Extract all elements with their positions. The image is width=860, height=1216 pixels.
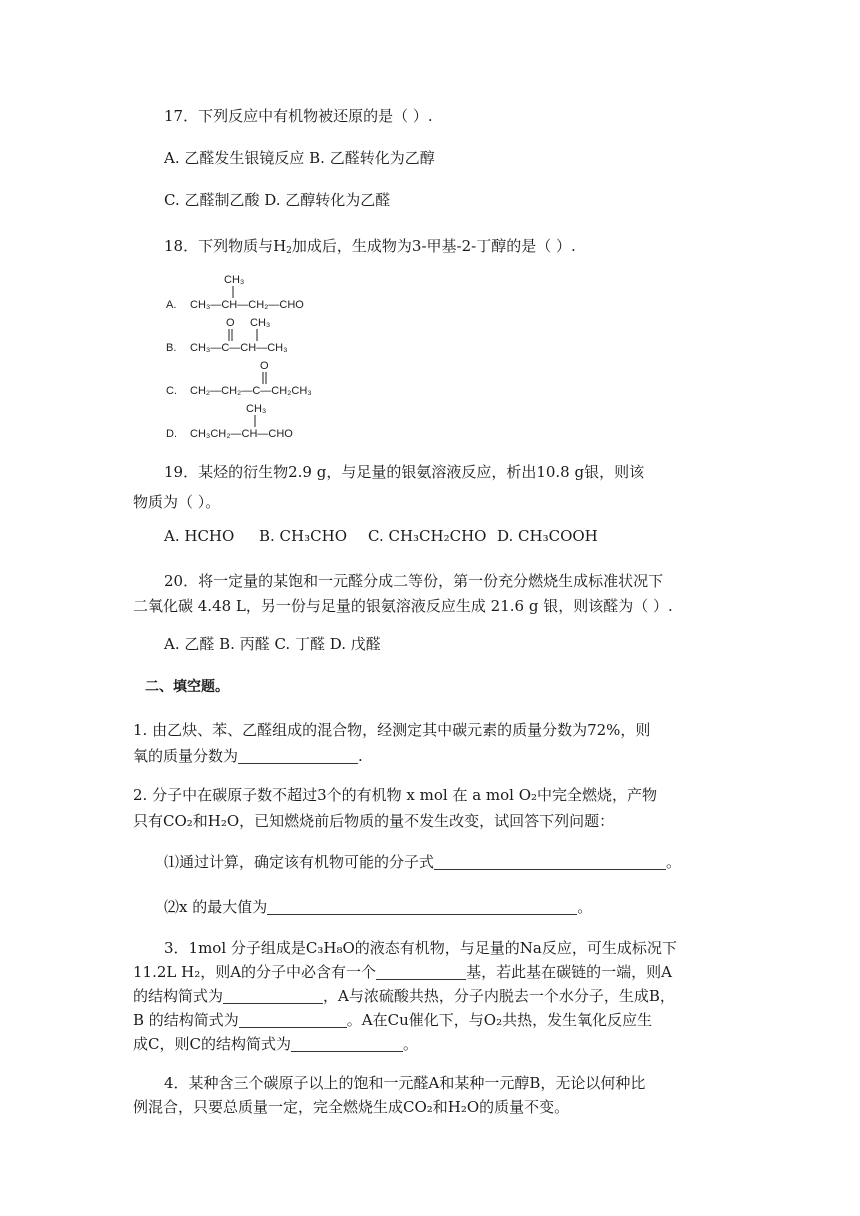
struct-b-label: B. — [166, 342, 177, 354]
q17-stem: 17．下列反应中有机物被还原的是（ ）. — [164, 107, 433, 125]
struct-a-branch: CH₃ — [224, 274, 245, 286]
struct-a-label: A. — [166, 299, 177, 311]
fill3-line-3: 的结构简式为 ，A与浓硫酸共热，分子内脱去一个水分子，生成B， — [133, 987, 675, 1005]
q17-options-cd: C. 乙醛制乙酸 D. 乙醇转化为乙醛 — [164, 191, 391, 209]
fill4-line-2: 例混合，只要总质量一定，完全燃烧生成CO₂和H₂O的质量不变。 — [133, 1098, 570, 1116]
fill2-formula-blank[interactable] — [434, 855, 666, 870]
fill3-line-1: 3．1mol 分子组成是C₃H₈O的液态有机物，与足量的Na反应，可生成标况下 — [164, 939, 677, 957]
q19-line-1: 19．某烃的衍生物2.9 g，与足量的银氨溶液反应，析出10.8 g银，则该 — [164, 463, 645, 481]
fill3-group-blank[interactable] — [376, 965, 466, 980]
fill4-line-1: 4．某种含三个碳原子以上的饱和一元醛A和某种一元醇B，无论以何种比 — [164, 1074, 646, 1092]
q17-options-ab: A. 乙醛发生银镜反应 B. 乙醛转化为乙醇 — [164, 149, 435, 167]
struct-d-label: D. — [166, 428, 177, 440]
fill1-answer-blank[interactable] — [238, 749, 358, 764]
struct-a-chain: CH₃—CH—CH₂—CHO — [190, 299, 304, 311]
q20-line-1: 20．将一定量的某饱和一元醛分成二等份，第一份充分燃烧生成标准状况下 — [164, 572, 664, 590]
fill1-line-2: 氧的质量分数为 . — [133, 747, 363, 765]
fill1-line-1: 1. 由乙炔、苯、乙醛组成的混合物，经测定其中碳元素的质量分数为72%，则 — [133, 721, 651, 739]
q20-options: A. 乙醛 B. 丙醛 C. 丁醛 D. 戊醛 — [164, 635, 381, 653]
fill2-line-1: 2. 分子中在碳原子数不超过3个的有机物 x mol 在 a mol O₂中完全燃烧，产物 — [133, 786, 658, 804]
q19-line-2: 物质为（ ）。 — [133, 493, 221, 511]
struct-b-oxygen: O — [226, 317, 235, 329]
q19-option-a: A. HCHO — [164, 527, 235, 545]
struct-d-chain: CH₃CH₂—CH—CHO — [190, 428, 293, 440]
fill3-c-structure-blank[interactable] — [291, 1037, 403, 1052]
fill3-line-2: 11.2L H₂，则A的分子中必含有一个 基，若此基在碳链的一端，则A — [133, 963, 672, 981]
fill3-line-5: 成C，则C的结构简式为 。 — [133, 1035, 418, 1053]
q18-structure-options — [164, 268, 354, 446]
struct-b-branch: CH₃ — [250, 317, 271, 329]
fill2-max-x-blank[interactable] — [267, 900, 577, 915]
fill2-sub-1: ⑴通过计算，确定该有机物可能的分子式 。 — [164, 853, 682, 871]
struct-c-chain: CH₂—CH₂—C—CH₂CH₃ — [190, 385, 312, 397]
fill3-line-4: B 的结构简式为 。A在Cu催化下，与O₂共热，发生氧化反应生 — [133, 1011, 653, 1029]
struct-c-label: C. — [166, 385, 177, 397]
fill2-sub-2: ⑵x 的最大值为 。 — [164, 898, 593, 916]
fill2-line-2: 只有CO₂和H₂O，已知燃烧前后物质的量不发生改变，试回答下列问题： — [133, 812, 615, 830]
section-heading-fill-in: 二、填空题。 — [145, 679, 229, 695]
struct-d-branch: CH₃ — [246, 403, 267, 415]
q19-option-c: C. CH₃CH₂CHO — [368, 527, 487, 545]
q19-option-b: B. CH₃CHO — [259, 527, 347, 545]
q19-option-d: D. CH₃COOH — [497, 527, 598, 545]
fill3-b-structure-blank[interactable] — [239, 1013, 347, 1028]
struct-b-chain: CH₃—C—CH—CH₃ — [190, 342, 288, 354]
struct-c-oxygen: O — [260, 360, 269, 372]
q20-line-2: 二氧化碳 4.48 L，另一份与足量的银氨溶液反应生成 21.6 g 银，则该醛为（ ）. — [133, 597, 673, 615]
fill3-a-structure-blank[interactable] — [223, 989, 323, 1004]
q18-stem: 18．下列物质与$H_2$加成后，生成物为3-甲基-2-丁醇的是（ ）. — [164, 237, 576, 256]
